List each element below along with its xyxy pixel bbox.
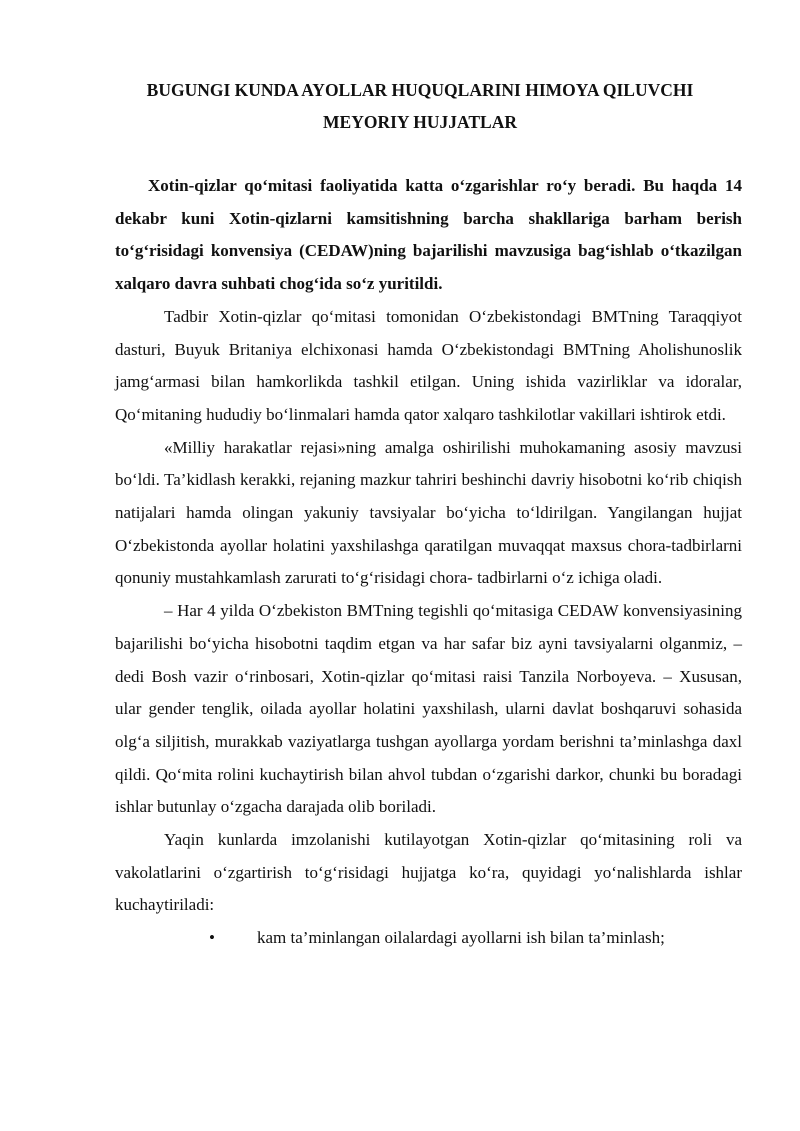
list-item [115,922,742,955]
paragraph-action-plan: «Milliy harakatlar rejasi»ning amalga oshirilishi muhokamaning asosiy mavzusi bo‘ldi. Ta’kidlash kerakki, rejaning mazkur tahriri beshinchi davriy hisobotni ko‘rib chiqish natijalari hamda olingan yakuniy tavsiyalar bo‘yicha to‘ldirilgan. Yangilangan hujjat O‘zbekistonda ayollar holatini yaxshilashga qaratilgan muvaqqat maxsus chora-tadbirlarni qonuniy mustahkamlash zarurati to‘g‘risidagi chora- tadbirlarni o‘z ichiga oladi. [115,437,742,588]
paragraph-quote: – Har 4 yilda O‘zbekiston BMTning tegishli qo‘mitasiga CEDAW konvensiyasining bajarilishi bo‘yicha hisobotni taqdim etgan va har safar biz ayni tavsiyalarni olganmiz, – dedi Bosh vazir o‘rinbosari, Xotin-qizlar qo‘mitasi raisi Tanzila Norboyeva. – Xususan, ular gender tenglik, oilada ayollar holatini yaxshilash, ularni davlat boshqaruvi sohasida olg‘a siljitish, murakkab vaziyatlarga tushgan ayollarga yordam berishni ta’minlashga daxl qildi. Qo‘mita rolini kuchaytirish bilan ahvol tubdan o‘zgarishi darkor, chunki bu boradagi ishlar butunlay o‘zgacha darajada olib boriladi. [115,601,742,817]
paragraph-directions: Yaqin kunlarda imzolanishi kutilayotgan Xotin-qizlar qo‘mitasining roli va vakolatlarini o‘zgartirish to‘g‘risidagi hujjatga ko‘ra, quyidagi yo‘nalishlarda ishlar kuchaytiriladi: [115,830,742,915]
bullet-marker: • [209,928,215,948]
document-body [115,170,742,955]
bullet-text: kam ta’minlangan oilalardagi ayollarni ish bilan ta’minlash; [257,928,665,948]
paragraph-event: Tadbir Xotin-qizlar qo‘mitasi tomonidan O‘zbekistondagi BMTning Taraqqiyot dasturi, Buyuk Britaniya elchixonasi hamda O‘zbekistondagi BMTning Aholishunoslik jamg‘armasi bilan hamkorlikda tashkil etilgan. Uning ishida vazirliklar va idoralar, Qo‘mitaning hududiy bo‘linmalari hamda qator xalqaro tashkilotlar vakillari ishtirok etdi. [115,306,742,424]
lead-paragraph: Xotin-qizlar qo‘mitasi faoliyatida katta o‘zgarishlar ro‘y beradi. Bu haqda 14 dekabr kuni Xotin-qizlarni kamsitishning barcha shakllariga barham berish to‘g‘risidagi konvensiya (CEDAW)ning bajarilishi mavzusiga bag‘ishlab o‘tkazilgan xalqaro davra suhbati chog‘ida so‘z yuritildi. [115,176,742,294]
title-line-1: BUGUNGI KUNDA AYOLLAR HUQUQLARINI HIMOYA QILUVCHI [146,80,694,100]
page-title [100,74,740,138]
title-line-2: MEYORIY HUJJATLAR [323,112,517,132]
